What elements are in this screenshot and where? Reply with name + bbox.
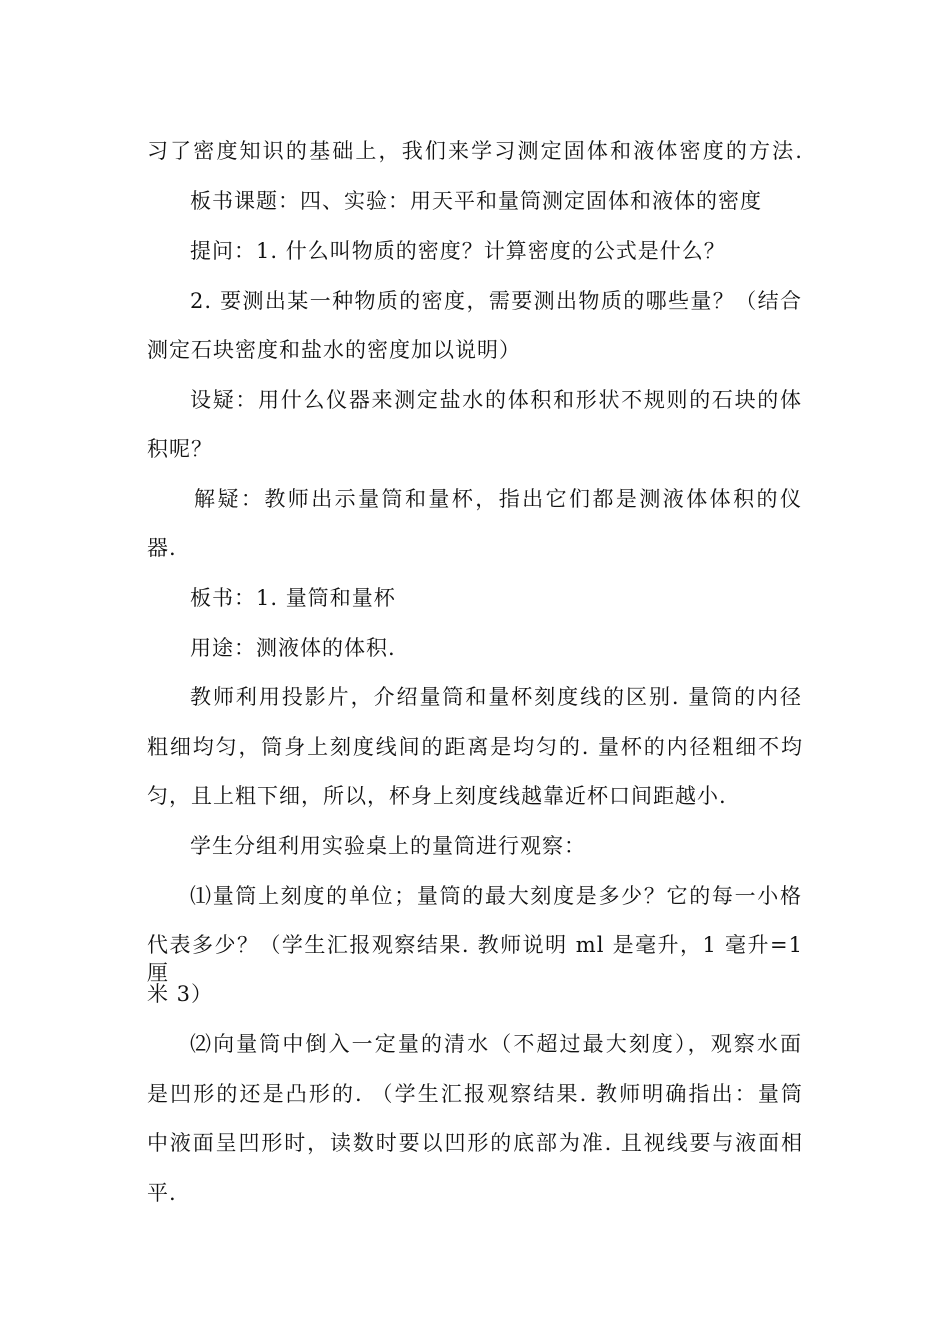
- text-line: 板书：1. 量筒和量杯: [190, 586, 396, 610]
- text-line: 平.: [147, 1181, 177, 1205]
- text-line: 粗细均匀，筒身上刻度线间的距离是均匀的. 量杯的内径粗细不均: [147, 735, 803, 759]
- text-line: 器.: [147, 536, 177, 560]
- text-line: 板书课题：四、实验：用天平和量筒测定固体和液体的密度: [190, 189, 762, 213]
- text-line: 测定石块密度和盐水的密度加以说明）: [147, 338, 521, 362]
- text-line: ⑵向量筒中倒入一定量的清水（不超过最大刻度），观察水面: [190, 1032, 802, 1056]
- text-line: 匀，且上粗下细，所以，杯身上刻度线越靠近杯口间距越小.: [147, 784, 727, 808]
- text-line: 解疑：教师出示量筒和量杯，指出它们都是测液体体积的仪: [194, 487, 802, 511]
- text-line: 习了密度知识的基础上，我们来学习测定固体和液体密度的方法.: [147, 139, 803, 163]
- text-line: 学生分组利用实验桌上的量筒进行观察：: [190, 834, 586, 858]
- text-line: 用途：测液体的体积.: [190, 636, 396, 660]
- text-line: 代表多少？（学生汇报观察结果. 教师说明 ml 是毫升，1 毫升=1 厘: [147, 933, 803, 985]
- text-line: 积呢？: [147, 437, 213, 461]
- text-line: 中液面呈凹形时，读数时要以凹形的底部为准. 且视线要与液面相: [147, 1131, 803, 1155]
- text-line: 设疑：用什么仪器来测定盐水的体积和形状不规则的石块的体: [190, 388, 802, 412]
- text-line: 米 3）: [147, 982, 214, 1006]
- text-line: 2. 要测出某一种物质的密度，需要测出物质的哪些量？（结合: [190, 289, 802, 313]
- text-line: 提问：1. 什么叫物质的密度？计算密度的公式是什么？: [190, 239, 726, 263]
- text-line: 教师利用投影片，介绍量筒和量杯刻度线的区别. 量筒的内径: [190, 685, 802, 709]
- text-line: ⑴量筒上刻度的单位；量筒的最大刻度是多少？它的每一小格: [190, 884, 802, 908]
- text-line: 是凹形的还是凸形的. （学生汇报观察结果. 教师明确指出：量筒: [147, 1082, 803, 1106]
